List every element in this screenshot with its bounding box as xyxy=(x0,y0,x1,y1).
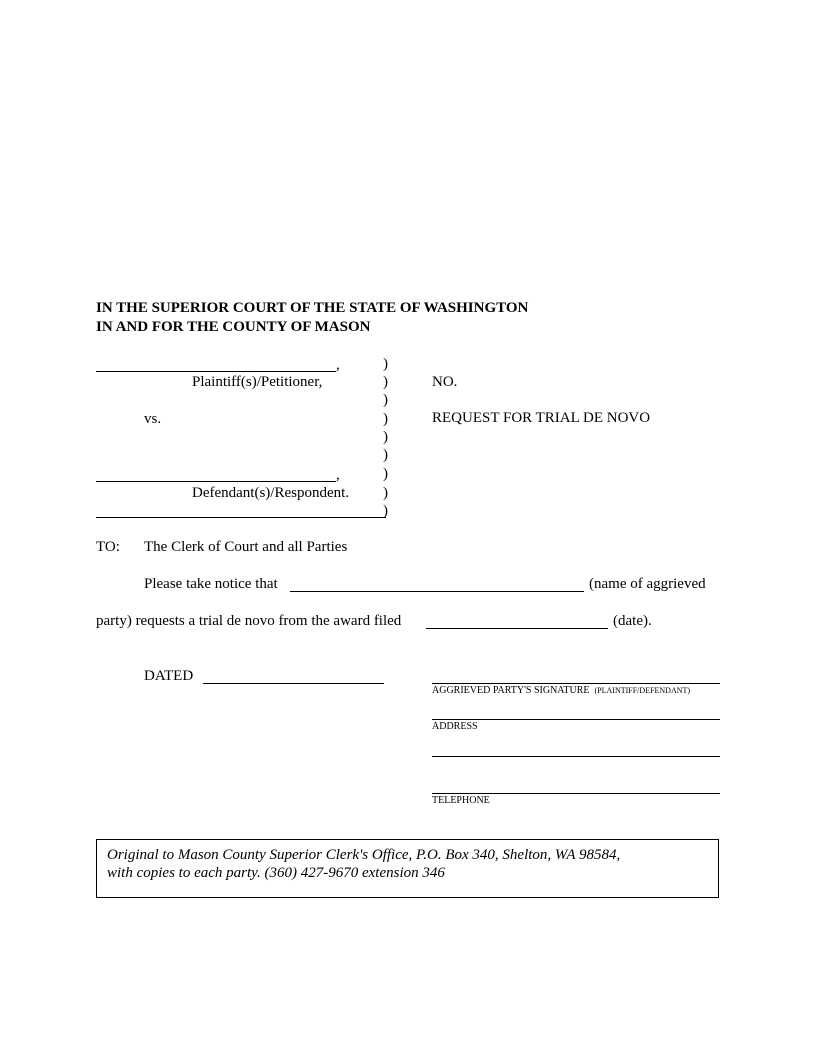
aggrieved-party-name-line[interactable] xyxy=(290,591,584,592)
notice-text-end: (name of aggrieved xyxy=(589,576,706,592)
signature-line[interactable] xyxy=(432,683,720,684)
caption-paren: ) xyxy=(383,466,388,482)
award-text-start: party) requests a trial de novo from the award filed xyxy=(96,613,402,629)
to-text: The Clerk of Court and all Parties xyxy=(144,539,348,555)
plaintiff-label: Plaintiff(s)/Petitioner, xyxy=(192,374,323,390)
filing-instructions-line-2: with copies to each party. (360) 427-9670 extension 346 xyxy=(107,865,445,881)
notice-text-start: Please take notice that xyxy=(144,576,278,592)
address-line-2[interactable] xyxy=(432,756,720,757)
caption-paren: ) xyxy=(383,503,388,519)
address-line[interactable] xyxy=(432,719,720,720)
versus-label: vs. xyxy=(144,411,162,427)
defendant-name-line[interactable] xyxy=(96,481,336,482)
signature-label: AGGRIEVED PARTY'S SIGNATURE (PLAINTIFF/DEFENDANT) xyxy=(432,685,691,696)
plaintiff-comma: , xyxy=(336,357,340,373)
caption-paren: ) xyxy=(383,374,388,390)
caption-paren: ) xyxy=(383,356,388,372)
address-label: ADDRESS xyxy=(432,721,478,732)
court-title: IN THE SUPERIOR COURT OF THE STATE OF WASHINGTON xyxy=(96,300,529,316)
award-date-line[interactable] xyxy=(426,628,608,629)
document-title: REQUEST FOR TRIAL DE NOVO xyxy=(432,410,651,426)
telephone-label: TELEPHONE xyxy=(432,795,490,806)
county-title: IN AND FOR THE COUNTY OF MASON xyxy=(96,319,371,335)
caption-paren: ) xyxy=(383,392,388,408)
telephone-line[interactable] xyxy=(432,793,720,794)
case-number-label: NO. xyxy=(432,374,458,390)
caption-paren: ) xyxy=(383,429,388,445)
dated-line[interactable] xyxy=(203,683,384,684)
filing-instructions-line-1: Original to Mason County Superior Clerk's Office, P.O. Box 340, Shelton, WA 98584, xyxy=(107,847,621,863)
caption-paren: ) xyxy=(383,447,388,463)
filing-instructions-box xyxy=(96,839,719,898)
defendant-comma: , xyxy=(336,467,340,483)
caption-bottom-rule xyxy=(96,517,386,518)
dated-label: DATED xyxy=(144,668,194,684)
to-label: TO: xyxy=(96,539,120,555)
caption-paren: ) xyxy=(383,485,388,501)
caption-paren: ) xyxy=(383,411,388,427)
award-text-end: (date). xyxy=(613,613,652,629)
defendant-label: Defendant(s)/Respondent. xyxy=(192,485,350,501)
plaintiff-name-line[interactable] xyxy=(96,371,336,372)
